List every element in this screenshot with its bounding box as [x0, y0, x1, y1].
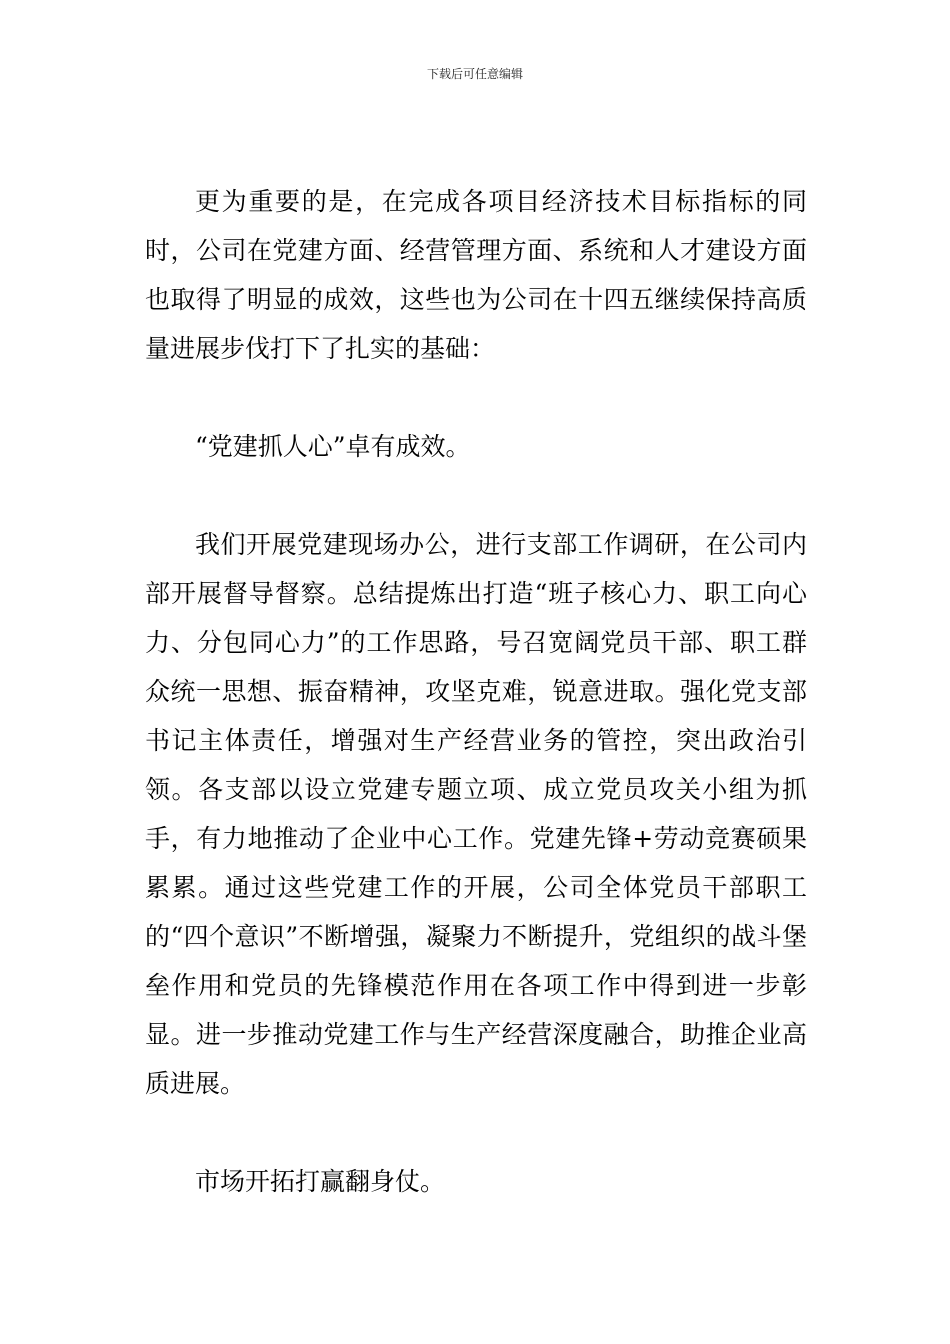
document-body: [145, 177, 807, 1206]
page-header: 下载后可任意编辑: [426, 67, 523, 81]
paragraph-spacer: [145, 471, 807, 520]
section-heading-party-building: “党建抓人心”卓有成效。: [195, 432, 471, 461]
paragraph-spacer: [145, 373, 807, 422]
paragraph-intro: 更为重要的是，在完成各项目经济技术目标指标的同时，公司在党建方面、经营管理方面、系统和人才建设方面也取得了明显的成效，这些也为公司在十四五继续保持高质量进展步伐打下了扎实的基础：: [145, 187, 807, 363]
paragraph-spacer: [145, 1108, 807, 1157]
paragraph-party-building: 我们开展党建现场办公，进行支部工作调研，在公司内部开展督导督察。总结提炼出打造“班子核心力、职工向心力、分包同心力”的工作思路，号召宽阔党员干部、职工群众统一思想、振奋精神，攻坚克难，锐意进取。强化党支部书记主体责任，增强对生产经营业务的管控，突出政治引领。各支部以设立党建专题立项、成立党员攻关小组为抓手，有力地推动了企业中心工作。党建先锋+劳动竞赛硕果累累。通过这些党建工作的开展，公司全体党员干部职工的“四个意识”不断增强，凝聚力不断提升，党组织的战斗堡垒作用和党员的先锋模范作用在各项工作中得到进一步彰显。进一步推动党建工作与生产经营深度融合，助推企业高质进展。: [145, 530, 807, 1098]
section-heading-market: 市场开拓打赢翻身仗。: [195, 1167, 446, 1196]
